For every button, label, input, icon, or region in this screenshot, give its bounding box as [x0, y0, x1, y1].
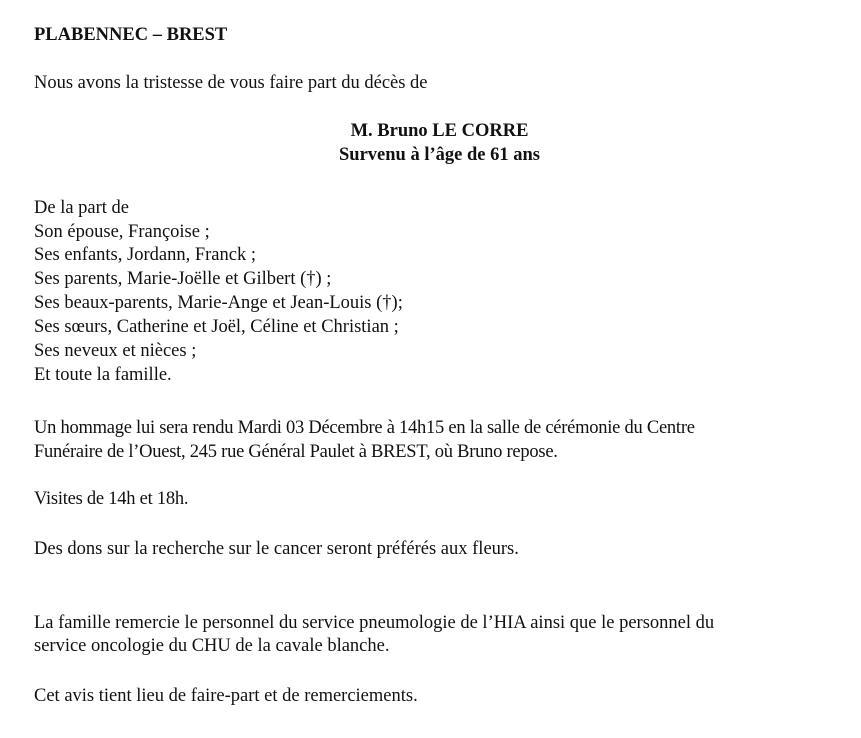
ceremony-line: Funéraire de l’Ouest, 245 rue Général Paulet à BREST, où Bruno repose.: [34, 442, 558, 462]
deceased-name: M. Bruno LE CORRE: [350, 121, 529, 141]
family-line: Et toute la famille.: [34, 365, 172, 385]
family-line: Ses parents, Marie-Joëlle et Gilbert (†) ;: [34, 269, 332, 289]
visits-text: Visites de 14h et 18h.: [34, 489, 189, 509]
family-line: Ses beaux-parents, Marie-Ange et Jean-Louis (†);: [34, 293, 403, 313]
intro-text: Nous avons la tristesse de vous faire part du décès de: [34, 73, 428, 93]
family-line: Son épouse, Françoise ;: [34, 222, 210, 242]
ceremony-line: Un hommage lui sera rendu Mardi 03 Décembre à 14h15 en la salle de cérémonie du Centre: [34, 418, 695, 438]
donations-text: Des dons sur la recherche sur le cancer seront préférés aux fleurs.: [34, 539, 519, 559]
family-line: Ses neveux et nièces ;: [34, 341, 197, 361]
location-heading: PLABENNEC – BREST: [34, 25, 228, 45]
family-line: Ses enfants, Jordann, Franck ;: [34, 245, 256, 265]
family-line: De la part de: [34, 198, 130, 218]
family-line: Ses sœurs, Catherine et Joël, Céline et Christian ;: [34, 317, 399, 337]
thanks-line: service oncologie du CHU de la cavale blanche.: [34, 636, 390, 656]
closing-text: Cet avis tient lieu de faire-part et de remerciements.: [34, 686, 418, 706]
thanks-line: La famille remercie le personnel du service pneumologie de l’HIA ainsi que le personnel du: [34, 613, 715, 633]
deceased-age: Survenu à l’âge de 61 ans: [339, 145, 540, 165]
